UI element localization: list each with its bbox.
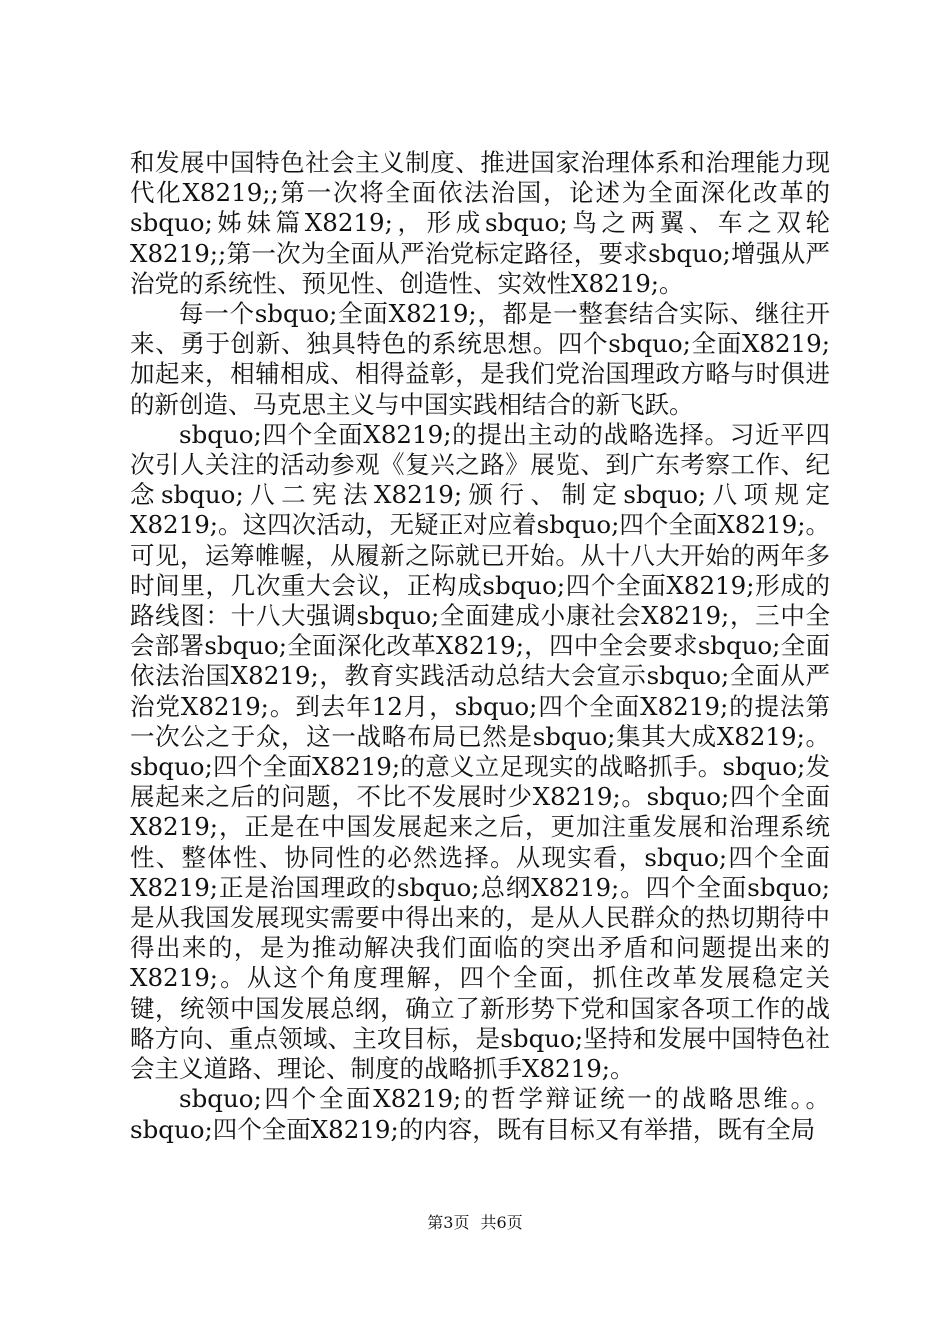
paragraph: sbquo;四个全面X8219;的提出主动的战略选择。习近平四次引人关注的活动参观《复兴之路》展览、到广东考察工作、纪念sbquo;八二宪法X8219;颁行、制定sbquo;八项规定X8219;。这四次活动，无疑正对应着sbquo;四个全面X8219;。可见，运筹帷幄，从履新之际就已开始。从十八大开始的两年多时间里，几次重大会议，正构成sbquo;四个全面X8219;形成的路线图：十八大强调sbquo;全面建成小康社会X8219;，三中全会部署sbquo;全面深化改革X8219;，四中全会要求sbquo;全面依法治国X8219;，教育实践活动总结大会宣示sbquo;全面从严治党X8219;。到去年12月，sbquo;四个全面X8219;的提法第一次公之于众，这一战略布局已然是sbquo;集其大成X8219;。sbquo;四个全面X8219;的意义立足现实的战略抓手。sbquo;发展起来之后的问题，不比不发展时少X8219;。sbquo;四个全面X8219;，正是在中国发展起来之后，更加注重发展和治理系统性、整体性、协同性的必然选择。从现实看，sbquo;四个全面X8219;正是治国理政的sbquo;总纲X8219;。四个全面sbquo;是从我国发展现实需要中得出来的，是从人民群众的热切期待中得出来的，是为推动解决我们面临的突出矛盾和问题提出来的X8219;。从这个角度理解，四个全面，抓住改革发展稳定关键，统领中国发展总纲，确立了新形势下党和国家各项工作的战略方向、重点领域、主攻目标，是sbquo;坚持和发展中国特色社会主义道路、理论、制度的战略抓手X8219;。 bbox=[130, 419, 830, 1084]
paragraph: 和发展中国特色社会主义制度、推进国家治理体系和治理能力现代化X8219;;第一次将全面依法治国，论述为全面深化改革的sbquo;姊妹篇X8219;，形成sbquo;鸟之两翼、车之双轮X8219;;第一次为全面从严治党标定路径，要求sbquo;增强从严治党的系统性、预见性、创造性、实效性X8219;。 bbox=[130, 148, 830, 298]
page-number: 第3页 bbox=[427, 1213, 470, 1232]
document-body bbox=[130, 148, 830, 1145]
paragraph: 每一个sbquo;全面X8219;，都是一整套结合实际、继往开来、勇于创新、独具特色的系统思想。四个sbquo;全面X8219;加起来，相辅相成、相得益彰，是我们党治国理政方略与时俱进的新创造、马克思主义与中国实践相结合的新飞跃。 bbox=[130, 299, 830, 419]
page-total: 共6页 bbox=[480, 1213, 523, 1232]
page-footer bbox=[0, 1210, 950, 1233]
paragraph: sbquo;四个全面X8219;的哲学辩证统一的战略思维。。sbquo;四个全面X8219;的内容，既有目标又有举措，既有全局 bbox=[130, 1084, 830, 1144]
